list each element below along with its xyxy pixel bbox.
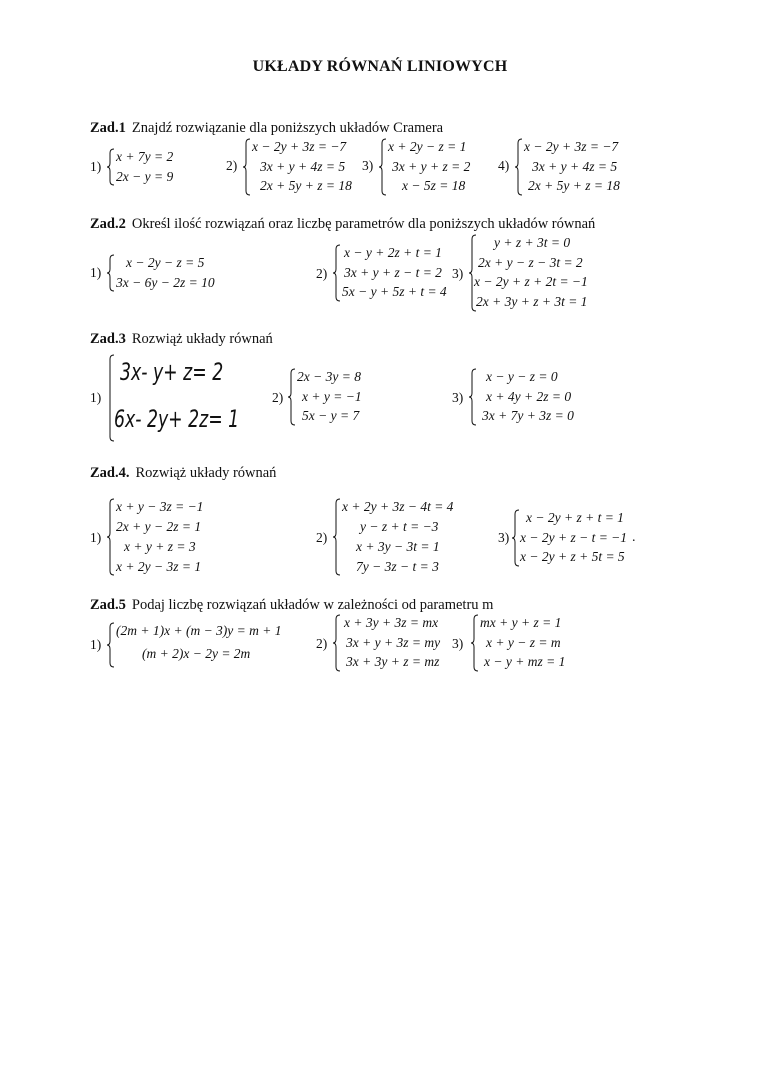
equation: x + 2y − 3z = 1 bbox=[116, 559, 202, 574]
left-brace-icon bbox=[469, 368, 477, 426]
equation: mx + y + z = 1 bbox=[480, 615, 562, 630]
system-number: 2) bbox=[316, 266, 328, 281]
equation: x − 2y + z + t = 1 bbox=[526, 510, 624, 525]
equation: 5x − y = 7 bbox=[302, 408, 360, 423]
task-2-label: Zad.2 bbox=[90, 216, 126, 232]
equation: x − 2y + z − t = −1 bbox=[520, 530, 628, 545]
system-number: 1) bbox=[90, 159, 102, 174]
equation: 3x + y + 4z = 5 bbox=[532, 159, 618, 174]
equation: 3x + y + z − t = 2 bbox=[344, 265, 442, 280]
equation: x − 2y + 3z = −7 bbox=[524, 139, 619, 154]
equation: x + 3y + 3z = mx bbox=[344, 615, 439, 630]
system-number: 1) bbox=[90, 530, 102, 545]
equation: 3x- y+ z= 2 bbox=[120, 358, 224, 386]
equation: 2x + 5y + z = 18 bbox=[260, 178, 352, 193]
equation: (m + 2)x − 2y = 2m bbox=[142, 646, 251, 661]
task-2-text: Określ ilość rozwiązań oraz liczbę parametrów dla poniższych układów równań bbox=[131, 216, 596, 232]
task-5-heading bbox=[90, 597, 493, 614]
equation: x + y − 3z = −1 bbox=[116, 499, 204, 514]
equation: x − y − z = 0 bbox=[486, 369, 558, 384]
equation: x + 4y + 2z = 0 bbox=[486, 389, 572, 404]
task-3-text: Rozwiąż układy równań bbox=[131, 331, 273, 347]
task-1-text: Znajdź rozwiązanie dla poniższych układów Cramera bbox=[131, 120, 444, 136]
trailing-period: . bbox=[632, 530, 636, 545]
task-4-label: Zad.4. bbox=[90, 465, 130, 481]
equation: x − 2y + z + 5t = 5 bbox=[520, 549, 625, 564]
equation: x − 2y + 3z = −7 bbox=[252, 139, 347, 154]
task-5-text: Podaj liczbę rozwiązań układów w zależności od parametru m bbox=[131, 597, 494, 613]
task-3-heading bbox=[90, 331, 273, 348]
system-number: 2) bbox=[316, 530, 328, 545]
equation: y + z + 3t = 0 bbox=[494, 235, 571, 250]
system-number: 3) bbox=[452, 266, 464, 281]
equation: x − 2y − z = 5 bbox=[126, 255, 205, 270]
system-number: 3) bbox=[498, 530, 510, 545]
equation: x − y + mz = 1 bbox=[484, 654, 566, 669]
equation: x − y + 2z + t = 1 bbox=[344, 245, 442, 260]
equation: x + 2y + 3z − 4t = 4 bbox=[342, 499, 454, 514]
task-1-label: Zad.1 bbox=[90, 120, 126, 136]
equation: (2m + 1)x + (m − 3)y = m + 1 bbox=[116, 623, 282, 638]
equation: y − z + t = −3 bbox=[360, 519, 439, 534]
equation: 2x + 5y + z = 18 bbox=[528, 178, 620, 193]
system-number: 3) bbox=[452, 636, 464, 651]
task-5-label: Zad.5 bbox=[90, 597, 126, 613]
equation: x + 7y = 2 bbox=[116, 149, 174, 164]
left-brace-icon bbox=[333, 498, 341, 576]
equation: 3x + 3y + z = mz bbox=[346, 654, 440, 669]
left-brace-icon bbox=[333, 614, 341, 672]
left-brace-icon bbox=[288, 368, 296, 426]
system-number: 4) bbox=[498, 158, 510, 173]
left-brace-icon bbox=[243, 138, 251, 196]
equation: 5x − y + 5z + t = 4 bbox=[342, 284, 447, 299]
equation: x + y − z = m bbox=[486, 635, 561, 650]
left-brace-icon bbox=[107, 254, 115, 292]
left-brace-icon bbox=[107, 622, 115, 668]
left-brace-icon bbox=[333, 244, 341, 302]
left-brace-icon bbox=[512, 509, 520, 567]
equation: 2x + y − z − 3t = 2 bbox=[478, 255, 583, 270]
equation: 3x − 6y − 2z = 10 bbox=[116, 275, 215, 290]
task-4-text: Rozwiąż układy równań bbox=[135, 465, 277, 481]
system-number: 2) bbox=[226, 158, 238, 173]
task-4-heading bbox=[90, 465, 276, 482]
system-number: 1) bbox=[90, 390, 102, 405]
equation: 2x − 3y = 8 bbox=[297, 369, 361, 384]
equation: x + 3y − 3t = 1 bbox=[356, 539, 440, 554]
page-title: UKŁADY RÓWNAŃ LINIOWYCH bbox=[252, 58, 508, 75]
system-number: 2) bbox=[272, 390, 284, 405]
equation: 3x + y + 3z = my bbox=[346, 635, 441, 650]
equation: 3x + y + z = 2 bbox=[392, 159, 471, 174]
left-brace-icon bbox=[379, 138, 387, 196]
left-brace-icon bbox=[107, 148, 115, 186]
left-brace-icon bbox=[107, 498, 115, 576]
left-brace-icon bbox=[471, 614, 479, 672]
left-brace-icon bbox=[515, 138, 523, 196]
equation: x − 5z = 18 bbox=[402, 178, 466, 193]
equation: 2x + y − 2z = 1 bbox=[116, 519, 202, 534]
task-3-label: Zad.3 bbox=[90, 331, 126, 347]
task-1-heading bbox=[90, 120, 443, 137]
equation: 7y − 3z − t = 3 bbox=[356, 559, 439, 574]
system-number: 1) bbox=[90, 637, 102, 652]
system-number: 1) bbox=[90, 265, 102, 280]
system-number: 2) bbox=[316, 636, 328, 651]
equation: 2x − y = 9 bbox=[116, 169, 174, 184]
equation: x − 2y + z + 2t = −1 bbox=[474, 274, 588, 289]
equation: 3x + y + 4z = 5 bbox=[260, 159, 346, 174]
equation: x + y + z = 3 bbox=[124, 539, 196, 554]
equation: 2x + 3y + z + 3t = 1 bbox=[476, 294, 588, 309]
equation: x + y = −1 bbox=[302, 389, 362, 404]
system-number: 3) bbox=[452, 390, 464, 405]
system-number: 3) bbox=[362, 158, 374, 173]
equation: 6x- 2y+ 2z= 1 bbox=[114, 405, 240, 433]
equation: 3x + 7y + 3z = 0 bbox=[482, 408, 574, 423]
task-2-heading bbox=[90, 216, 595, 233]
equation: x + 2y − z = 1 bbox=[388, 139, 467, 154]
